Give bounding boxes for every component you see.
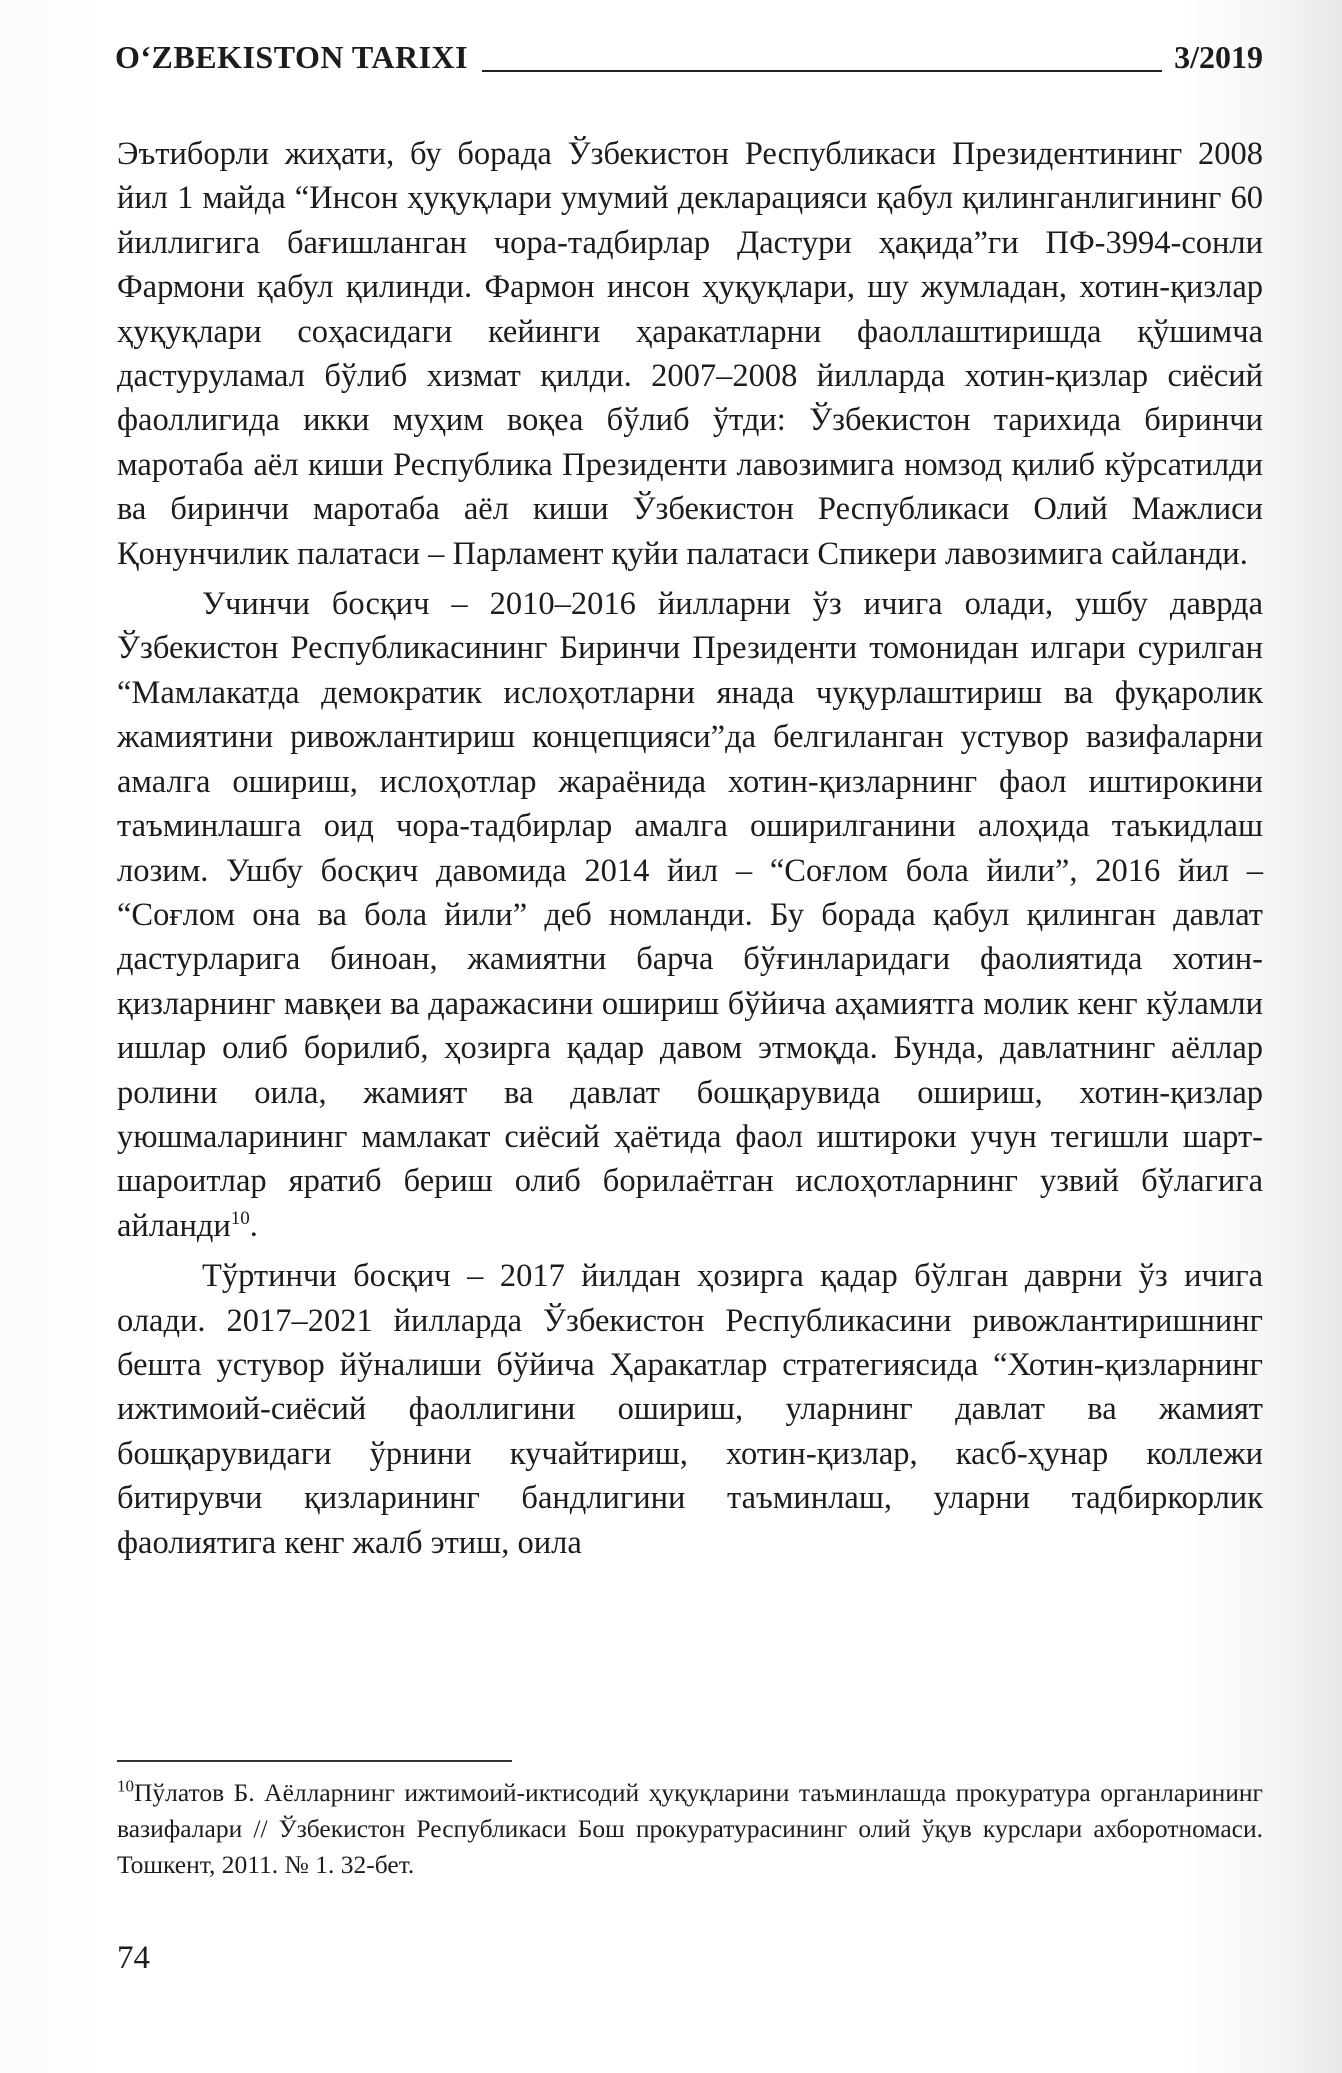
article-body: [117, 132, 1263, 1565]
footnote-separator: [117, 1760, 512, 1762]
header-rule: [482, 70, 1162, 72]
issue-number: 3/2019: [1174, 39, 1263, 75]
journal-title: O‘ZBEKISTON TARIXI: [115, 39, 469, 75]
footnote-number: 10: [117, 1776, 134, 1796]
paragraph-1: Эътиборли жиҳати, бу борада Ўзбекистон Республикаси Президентининг 2008 йил 1 майда “Инсон ҳуқуқлари умумий декларацияси қабул қилинганлигининг 60 йиллигига бағишланган чора-тадбирлар Дастури ҳақида”ги ПФ-3994-сонли Фармони қабул қилинди. Фармон инсон ҳуқуқлари, шу жумладан, хотин-қизлар ҳуқуқлари соҳасидаги кейинги ҳаракатларни фаоллаштиришда қўшимча дастуруламал бўлиб хизмат қилди. 2007–2008 йилларда хотин-қизлар сиёсий фаоллигида икки муҳим воқеа бўлиб ўтди: Ўзбекистон тарихида биринчи маротаба аёл киши Республика Президенти лавозимига номзод қилиб кўрсатилди ва биринчи маротаба аёл киши Ўзбекистон Республикаси Олий Мажлиси Қонунчилик палатаси – Парламент қуйи палатаси Спикери лавозимига сайланди.: [117, 136, 1263, 572]
paragraph-2-end: .: [249, 1207, 258, 1244]
footnote: [117, 1775, 1263, 1883]
page-number: 74: [117, 1940, 150, 1976]
running-header: [115, 30, 1263, 82]
footnote-text: Пўлатов Б. Аёлларнинг ижтимоий-иктисодий ҳуқуқларини таъминлашда прокуратура органларининг вазифалари // Ўзбекистон Республикаси Бош прокуратурасининг олий ўқув курслари ахборотномаси. Тошкент, 2011. № 1. 32-бет.: [117, 1778, 1263, 1879]
paragraph-3: Тўртинчи босқич – 2017 йилдан ҳозирга қадар бўлган даврни ўз ичига олади. 2017–2021 йилларда Ўзбекистон Республикасини ривожлантиришнинг бешта устувор йўналиши бўйича Ҳаракатлар стратегиясида “Хотин-қизларнинг ижтимоий-сиёсий фаоллигини ошириш, уларнинг давлат ва жамият бошқарувидаги ўрнини кучайтириш, хотин-қизлар, касб-ҳунар коллежи битирувчи қизларининг бандлигини таъминлаш, уларни тадбиркорлик фаолиятига кенг жалб этиш, оила: [117, 1258, 1263, 1561]
paragraph-2: [117, 582, 1263, 1248]
footnote-reference[interactable]: 10: [230, 1207, 250, 1229]
paragraph-2-text: Учинчи босқич – 2010–2016 йилларни ўз ичига олади, ушбу даврда Ўзбекистон Республикасининг Биринчи Президенти томонидан илгари сурилган “Мамлакатда демократик ислоҳотларни янада чуқурлаштириш ва фуқаролик жамиятини ривожлантириш концепцияси”да белгиланган устувор вазифаларни амалга ошириш, ислоҳотлар жараёнида хотин-қизларнинг фаол иштирокини таъминлашга оид чора-тадбирлар амалга оширилганини алоҳида таъкидлаш лозим. Ушбу босқич давомида 2014 йил – “Соғлом бола йили”, 2016 йил – “Соғлом она ва бола йили” деб номланди. Бу борада қабул қилинган давлат дастурларига биноан, жамиятни барча бўғинларидаги фаолиятида хотин-қизларнинг мавқеи ва даражасини ошириш бўйича аҳамиятга молик кенг кўламли ишлар олиб борилиб, ҳозирга қадар давом этмоқда. Бунда, давлатнинг аёллар ролини оила, жамият ва давлат бошқарувида ошириш, хотин-қизлар уюшмаларининг мамлакат сиёсий ҳаётида фаол иштироки учун тегишли шарт-шароитлар яратиб бериш олиб борилаётган ислоҳотларнинг узвий бўлагига айланди: [117, 586, 1263, 1244]
